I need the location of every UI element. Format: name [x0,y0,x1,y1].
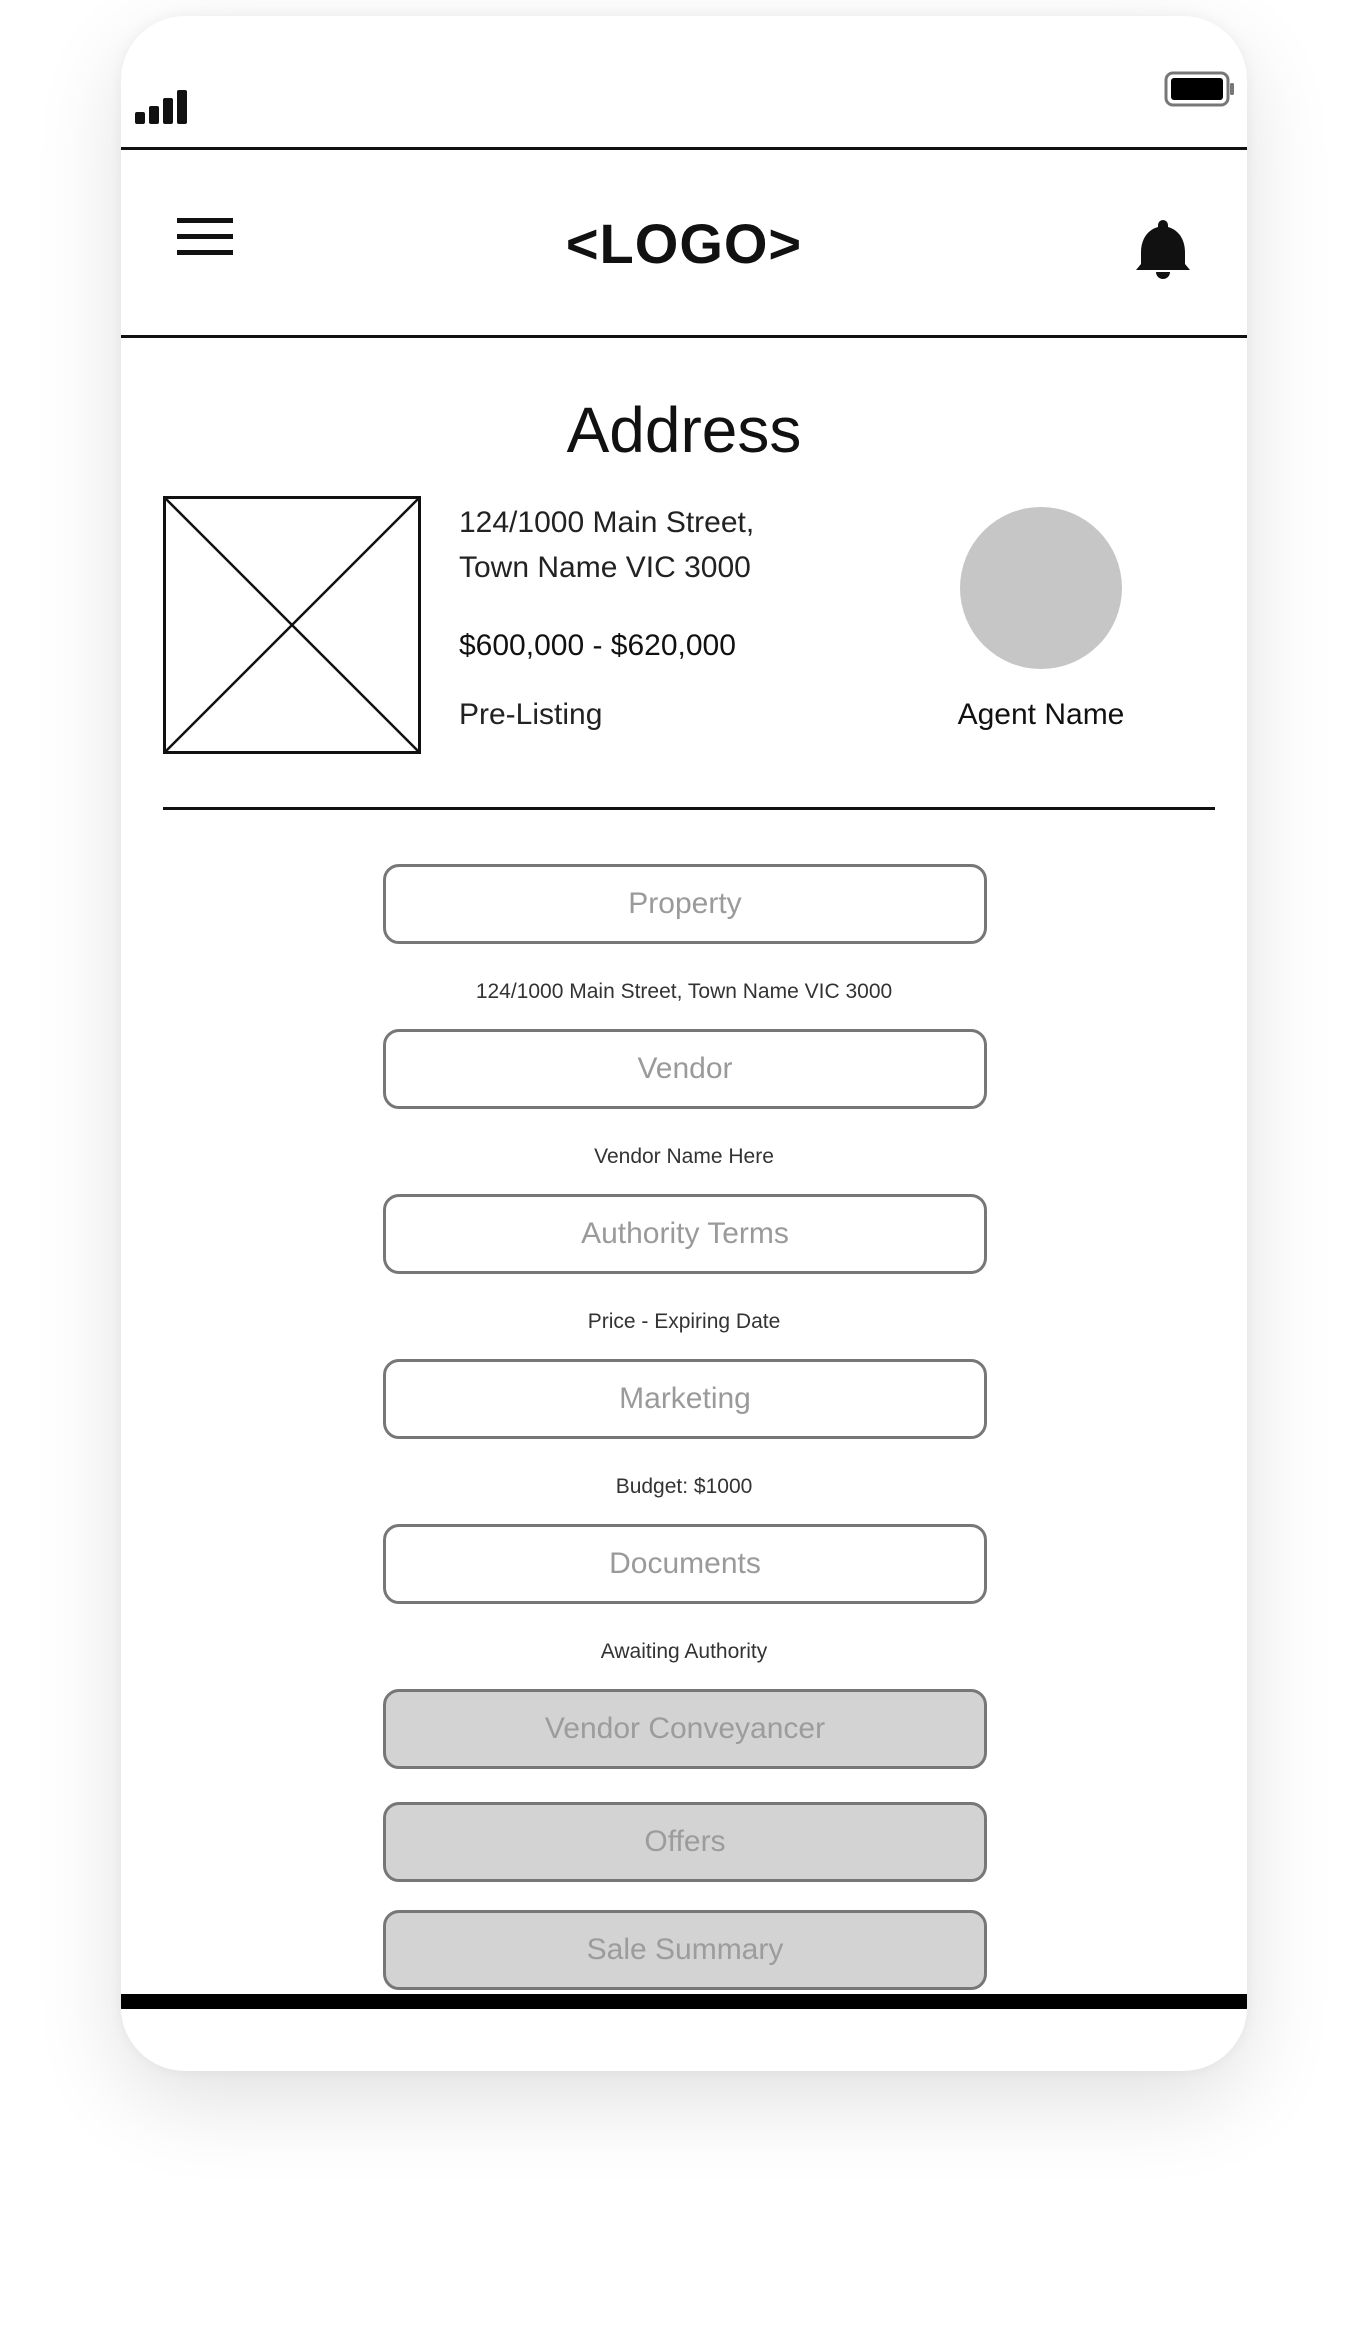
agent-name: Agent Name [957,698,1125,731]
offers-button[interactable]: Offers [383,1802,987,1882]
nav-bar [121,150,1247,338]
vendor-conveyancer-button[interactable]: Vendor Conveyancer [383,1689,987,1769]
property-button[interactable]: Property [383,864,987,944]
address-line-2: Town Name VIC 3000 [459,551,751,584]
vendor-button[interactable]: Vendor [383,1029,987,1109]
documents-button[interactable]: Documents [383,1524,987,1604]
cellular-signal-icon [135,90,191,124]
status-bar [121,16,1247,150]
marketing-button[interactable]: Marketing [383,1359,987,1439]
bottom-bar [121,1994,1247,2009]
battery-icon [1164,71,1236,107]
phone-frame [121,16,1247,2071]
sale-summary-button[interactable]: Sale Summary [383,1910,987,1990]
vendor-subtitle: Vendor Name Here [594,1145,774,1168]
app-logo[interactable]: <LOGO> [565,212,803,275]
property-subtitle: 124/1000 Main Street, Town Name VIC 3000 [475,980,893,1003]
agent-avatar[interactable] [960,507,1122,669]
documents-subtitle: Awaiting Authority [600,1640,768,1663]
listing-status: Pre-Listing [459,698,603,731]
section-divider [163,807,1215,810]
marketing-subtitle: Budget: $1000 [615,1475,753,1498]
page-title: Address [566,394,802,466]
address-line-1: 124/1000 Main Street, [459,506,755,539]
authority-terms-button[interactable]: Authority Terms [383,1194,987,1274]
notification-bell-icon[interactable] [1135,218,1191,280]
price-range: $600,000 - $620,000 [459,629,736,662]
authority-terms-subtitle: Price - Expiring Date [587,1310,781,1333]
property-image-placeholder [163,496,421,754]
